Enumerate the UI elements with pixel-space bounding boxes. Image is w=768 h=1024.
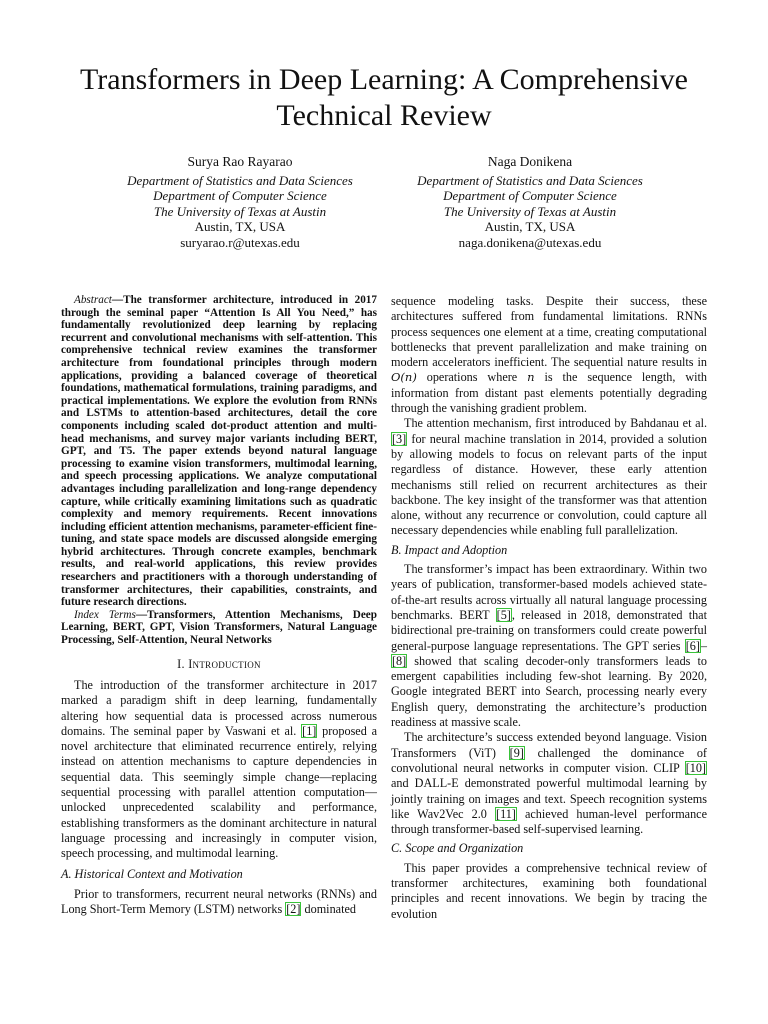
citation-link[interactable]: [9] [509,745,524,760]
right-column [391,294,707,922]
citation-link[interactable]: [5] [496,607,511,622]
historical-paragraph-continued: sequence modeling tasks. Despite their success, these architectures suffered from fundamental limitations. RNNs process sequences one element at a time, creating computational bottlenecks that prevent parallelization and make training on modern accelerators inefficient. The sequential nature results in O(n) operations where n is the sequence length, with information from distant past elements potentially degrading through the vanishing gradient problem. [391,294,708,416]
author-name: Surya Rao Rayarao [187,154,293,169]
author-university: The University of Texas at Austin [153,203,327,219]
impact-paragraph-2: The architecture’s success extended beyond language. Vision Transformers (ViT) [9] challenged the dominance of convolutional neural networks in computer vision. CLIP [10] and DALL-E demonstrated powerful multimodal learning by jointly training on images and text. Speech recognition systems like Wav2Vec 2.0 [11] achieved human-level performance through transformer-based self-supervised learning. [391,730,707,837]
left-column [61,294,377,917]
author-name: Naga Donikena [487,154,573,169]
author-dept-2: Department of Computer Science [443,188,617,204]
citation-link[interactable]: [8] [392,653,407,668]
citation-link[interactable]: [1] [302,723,317,738]
citation-link[interactable]: [6] [685,638,700,653]
author-email[interactable]: naga.donikena@utexas.edu [458,234,602,250]
author-block-1 [75,154,405,251]
section-heading-introduction: I. Introduction [177,656,261,671]
abstract-label: Abstract [74,294,112,306]
attention-paragraph: The attention mechanism, first introduced by Bahdanau et al. [3] for neural machine translation in 2014, provided a solution by allowing models to focus on relevant parts of the input regardless of distance. However, these early attention mechanisms still relied on recurrent architectures as their backbone. The key insight of the transformer was that attention alone, without any recurrence or convolution, could capture all necessary dependencies while enabling full parallelization. [391,416,707,538]
index-terms [61,609,377,647]
author-city: Austin, TX, USA [484,219,576,235]
citation-link[interactable]: [10] [685,760,706,775]
subsection-heading-impact: B. Impact and Adoption [391,542,508,557]
intro-paragraph: The introduction of the transformer architecture in 2017 marked a paradigm shift in deep learning, fundamentally altering how sequential data is processed across numerous domains. The seminal paper by Vaswani et al. [1] proposed a novel architecture that eliminated recurrence entirely, relying instead on attention mechanisms to capture dependencies in sequential data. This seemingly simple change—replacing sequential processing with parallel attention computation—unlocked unprecedented scalability and performance, establishing transformers as the dominant architecture in natural language processing and increasingly in computer vision, speech processing, and multimodal learning. [61,677,377,861]
abstract-text: —The transformer architecture, introduced in 2017 through the seminal paper “Attention Is All You Need,” has fundamentally revolutionized deep learning by replacing recurrent and convolutional mechanisms with self-attention. This comprehensive technical review examines the transformer architecture from foundational principles through modern applications, providing a balanced coverage of theoretical foundations, mathematical formulations, training paradigms, and practical implementations. We explore the evolution from RNNs and LSTMs to attention-based architectures, detail the core components including scaled dot-product attention and multi-head mechanisms, and survey major variants including BERT, GPT, and T5. The paper extends beyond natural language processing to examine vision transformers, multimodal learning, and speech processing applications. We analyze computational advantages including parallelization and long-range dependency capture, while critically examining limitations such as quadratic complexity and memory requirements. Recent innovations including efficient attention mechanisms, parameter-efficient fine-tuning, and state space models are discussed alongside emerging hybrid architectures. Through concrete examples, benchmark results, and real-world applications, this review provides researchers and practitioners with a thorough understanding of transformer architectures, their capabilities, constraints, and future research directions. [61,294,377,609]
author-dept-2: Department of Computer Science [153,188,327,204]
citation-link[interactable]: [3] [392,431,407,446]
author-university: The University of Texas at Austin [443,203,617,219]
abstract [61,294,377,609]
math-n: n [527,370,535,385]
math-big-o: O(n) [391,370,417,385]
subsection-heading-scope: C. Scope and Organization [391,841,524,856]
impact-paragraph-1: The transformer’s impact has been extraordinary. Within two years of publication, transformer-based models achieved state-of-the-art results across virtually all natural language processing benchmarks. BERT [5], released in 2018, demonstrated that bidirectional pre-training on transformers could create powerful general-purpose language representations. The GPT series [6]–[8] showed that scaling decoder-only transformers leads to emergent capabilities including few-shot learning. By 2020, Google integrated BERT into Search, processing nearly every English query, demonstrating the architecture’s production readiness at massive scale. [391,562,707,730]
citation-link[interactable]: [11] [496,806,516,821]
index-terms-label: Index Terms [74,608,136,621]
historical-paragraph-start: Prior to transformers, recurrent neural networks (RNNs) and Long Short-Term Memory (LSTM) networks [2] dominated [61,886,377,917]
author-email[interactable]: suryarao.r@utexas.edu [180,234,300,250]
author-block-2 [365,154,695,251]
author-city: Austin, TX, USA [194,219,286,235]
author-dept-1: Department of Statistics and Data Sciences [127,172,353,188]
scope-paragraph: This paper provides a comprehensive technical review of transformer architectures, examining both foundational principles and recent innovations. We begin by tracing the evolution [391,860,707,921]
index-terms-text: —Transformers, Attention Mechanisms, Deep Learning, BERT, GPT, Vision Transformers, Natural Language Processing, Self-Attention, Neural Networks [61,608,377,647]
author-dept-1: Department of Statistics and Data Sciences [417,172,643,188]
paper-title: Transformers in Deep Learning: A Comprehensive Technical Review [80,63,688,132]
citation-link[interactable]: [2] [286,902,301,917]
subsection-heading-historical-context: A. Historical Context and Motivation [61,867,243,882]
